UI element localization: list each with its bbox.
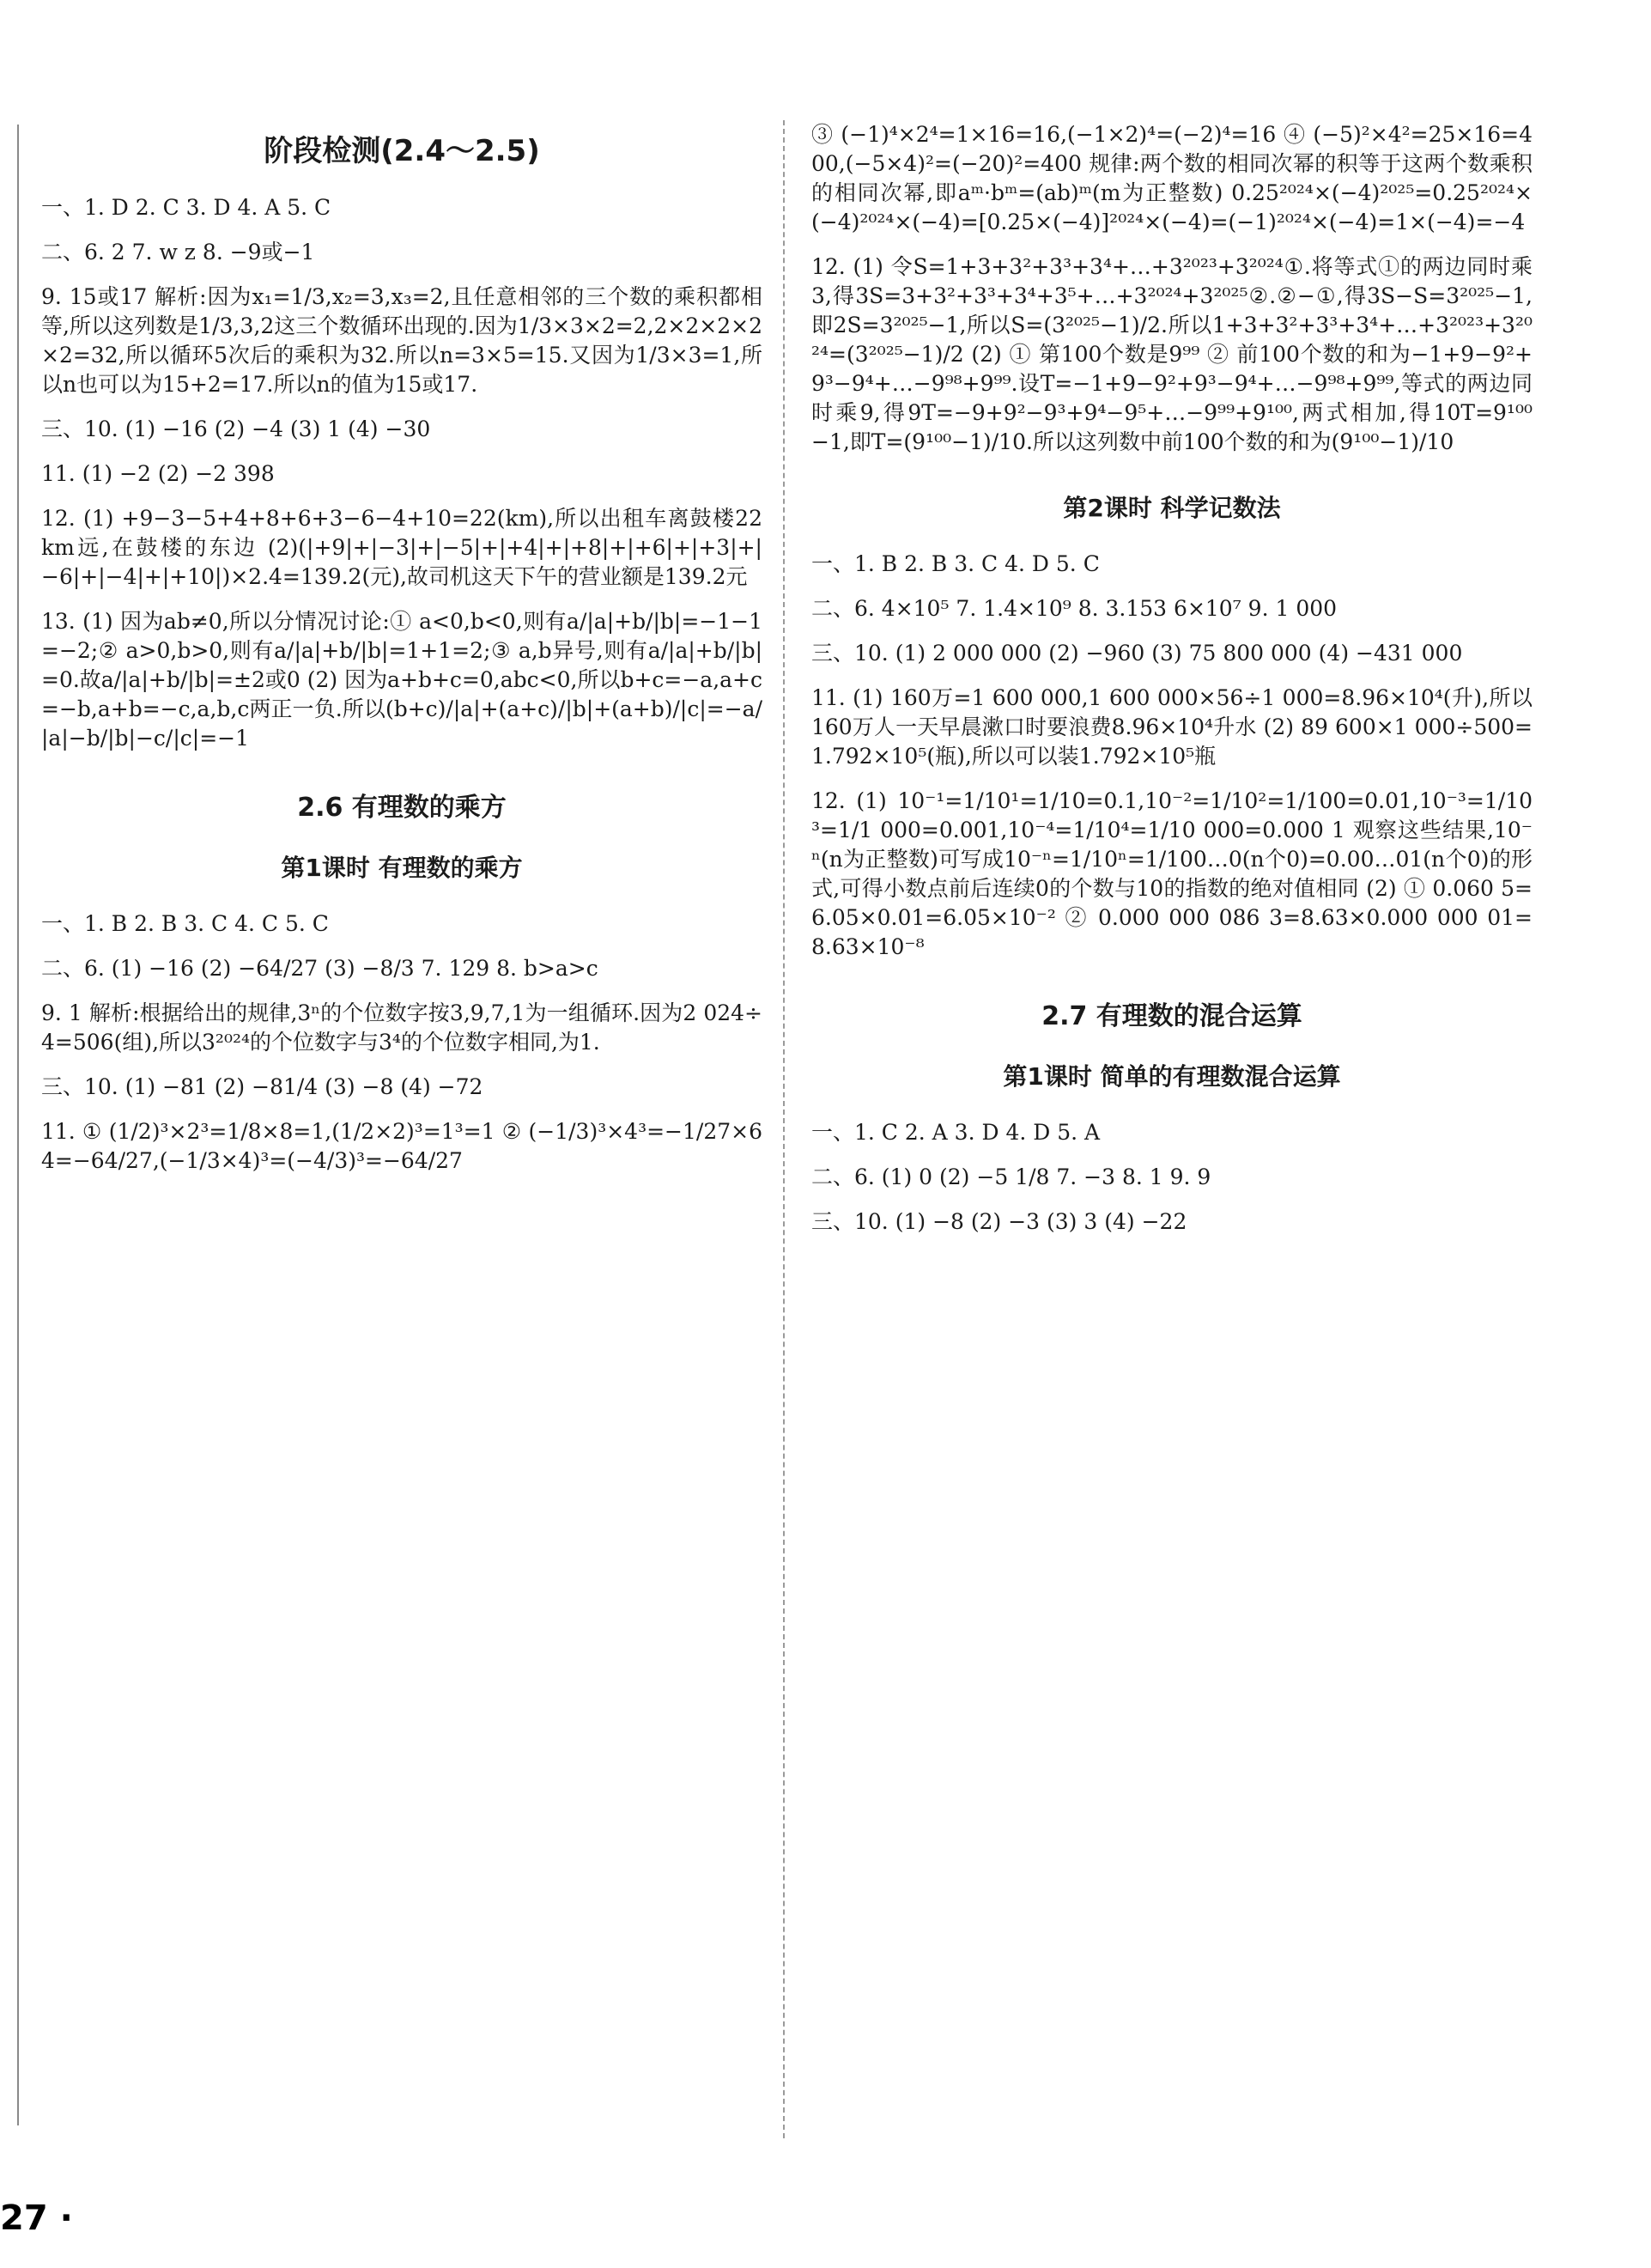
answer-line: 12. (1) 令S=1+3+3²+3³+3⁴+…+3²⁰²³+3²⁰²⁴①.将等式①的两边同时乘3,得3S=3+3²+3³+3⁴+3⁵+…+3²⁰²⁴+3²⁰²⁵②.②−①,得3S−S=3²⁰²⁵−1,即2S=3²⁰²⁵−1,所以S=(3²⁰²⁵−1)/2.所以1+3+3²+3³+3⁴+…+3²⁰²³+3²⁰²⁴=(3²⁰²⁵−1)/2 (2) ① 第100个数是9⁹⁹ ② 前100个数的和为−1+9−9²+9³−9⁴+…−9⁹⁸+9⁹⁹.设T=−1+9−9²+9³−9⁴+…−9⁹⁸+9⁹⁹,等式的两边同时乘9,得9T=−9+9²−9³+9⁴−9⁵+…−9⁹⁹+9¹⁰⁰,两式相加,得10T=9¹⁰⁰−1,即T=(9¹⁰⁰−1)/10.所以这列数中前100个数的和为(9¹⁰⁰−1)/10 bbox=[811, 254, 1533, 454]
answer-line: 9. 15或17 解析:因为x₁=1/3,x₂=3,x₃=2,且任意相邻的三个数的乘积都相等,所以这列数是1/3,3,2这三个数循环出现的.因为1/3×3×2=2,2×2×2×2×2=32,所以循环5次后的乘积为32.所以n=3×5=15.又因为1/3×3=1,所以n也可以为15+2=17.所以n的值为15或17. bbox=[41, 284, 762, 397]
answer-line: 三、10. (1) −8 (2) −3 (3) 3 (4) −22 bbox=[811, 1209, 1187, 1234]
answer-line: 11. (1) 160万=1 600 000,1 600 000×56÷1 000=8.96×10⁴(升),所以160万人一天早晨漱口时要浪费8.96×10⁴升水 (2) 89 600×1 000÷500=1.792×10⁵(瓶),所以可以装1.792×10⁵瓶 bbox=[811, 685, 1533, 769]
answer-line: 12. (1) 10⁻¹=1/10¹=1/10=0.1,10⁻²=1/10²=1/100=0.01,10⁻³=1/10³=1/1 000=0.001,10⁻⁴=1/10⁴=1/10 000=0.000 1 观察这些结果,10⁻ⁿ(n为正整数)可写成10⁻ⁿ=1/10ⁿ=1/100…0(n个0)=0.00…01(n个0)的形式,可得小数点前后连续0的个数与10的指数的绝对值相同 (2) ① 0.060 5=6.05×0.01=6.05×10⁻² ② 0.000 000 086 3=8.63×0.000 000 01=8.63×10⁻⁸ bbox=[811, 788, 1533, 959]
answer-line: 一、1. B 2. B 3. C 4. C 5. C bbox=[41, 911, 329, 936]
answer-line: 二、6. (1) −16 (2) −64/27 (3) −8/3 7. 129 8. b>a>c bbox=[41, 956, 598, 981]
left-margin-rule bbox=[17, 125, 19, 2125]
lesson-title: 第1课时 有理数的乘方 bbox=[281, 854, 523, 882]
answer-line: 三、10. (1) −81 (2) −81/4 (3) −8 (4) −72 bbox=[41, 1074, 483, 1099]
answer-line: 二、6. 2 7. w z 8. −9或−1 bbox=[41, 240, 315, 264]
answer-line: 一、1. D 2. C 3. D 4. A 5. C bbox=[41, 195, 331, 220]
lesson-title: 第2课时 科学记数法 bbox=[1063, 494, 1281, 522]
stage-test-title: 阶段检测(2.4～2.5) bbox=[264, 134, 540, 168]
lesson-title: 第1课时 简单的有理数混合运算 bbox=[1003, 1062, 1341, 1091]
answer-line: ③ (−1)⁴×2⁴=1×16=16,(−1×2)⁴=(−2)⁴=16 ④ (−5)²×4²=25×16=400,(−5×4)²=(−20)²=400 规律:两个数的相同次幂的积等于这两个数乘积的相同次幂,即aᵐ·bᵐ=(ab)ᵐ(m为正整数) 0.25²⁰²⁴×(−4)²⁰²⁵=0.25²⁰²⁴×(−4)²⁰²⁴×(−4)=[0.25×(−4)]²⁰²⁴×(−4)=(−1)²⁰²⁴×(−4)=1×(−4)=−4 bbox=[811, 122, 1533, 234]
answer-line: 三、10. (1) −16 (2) −4 (3) 1 (4) −30 bbox=[41, 417, 431, 441]
answer-line: 三、10. (1) 2 000 000 (2) −960 (3) 75 800 000 (4) −431 000 bbox=[811, 641, 1463, 666]
page-number: 27 · bbox=[0, 2198, 73, 2238]
right-column bbox=[811, 120, 1533, 1252]
column-divider bbox=[783, 120, 785, 2138]
answer-line: 12. (1) +9−3−5+4+8+6+3−6−4+10=22(km),所以出租车离鼓楼22 km远,在鼓楼的东边 (2)(|+9|+|−3|+|−5|+|+4|+|+8|+|+6|+|+3|+|−6|+|−4|+|+10|)×2.4=139.2(元),故司机这天下午的营业额是139.2元 bbox=[41, 506, 762, 589]
answer-line: 11. (1) −2 (2) −2 398 bbox=[41, 461, 275, 486]
answer-line: 9. 1 解析:根据给出的规律,3ⁿ的个位数字按3,9,7,1为一组循环.因为2 024÷4=506(组),所以3²⁰²⁴的个位数字与3⁴的个位数字相同,为1. bbox=[41, 1000, 762, 1055]
answer-line: 一、1. C 2. A 3. D 4. D 5. A bbox=[811, 1120, 1101, 1145]
section-title: 2.6 有理数的乘方 bbox=[297, 793, 507, 823]
answer-line: 二、6. (1) 0 (2) −5 1/8 7. −3 8. 1 9. 9 bbox=[811, 1164, 1211, 1189]
left-column bbox=[41, 120, 762, 1191]
section-title: 2.7 有理数的混合运算 bbox=[1041, 1001, 1302, 1031]
answer-line: 11. ① (1/2)³×2³=1/8×8=1,(1/2×2)³=1³=1 ② (−1/3)³×4³=−1/27×64=−64/27,(−1/3×4)³=(−4/3)³=−64/27 bbox=[41, 1119, 762, 1173]
answer-line: 一、1. B 2. B 3. C 4. D 5. C bbox=[811, 551, 1100, 576]
answer-line: 二、6. 4×10⁵ 7. 1.4×10⁹ 8. 3.153 6×10⁷ 9. 1 000 bbox=[811, 596, 1338, 621]
answer-line: 13. (1) 因为ab≠0,所以分情况讨论:① a<0,b<0,则有a/|a|+b/|b|=−1−1=−2;② a>0,b>0,则有a/|a|+b/|b|=1+1=2;③ a,b异号,则有a/|a|+b/|b|=0.故a/|a|+b/|b|=±2或0 (2) 因为a+b+c=0,abc<0,所以b+c=−a,a+c=−b,a+b=−c,a,b,c两正一负.所以(b+c)/|a|+(a+c)/|b|+(a+b)/|c|=−a/|a|−b/|b|−c/|c|=−1 bbox=[41, 609, 762, 751]
